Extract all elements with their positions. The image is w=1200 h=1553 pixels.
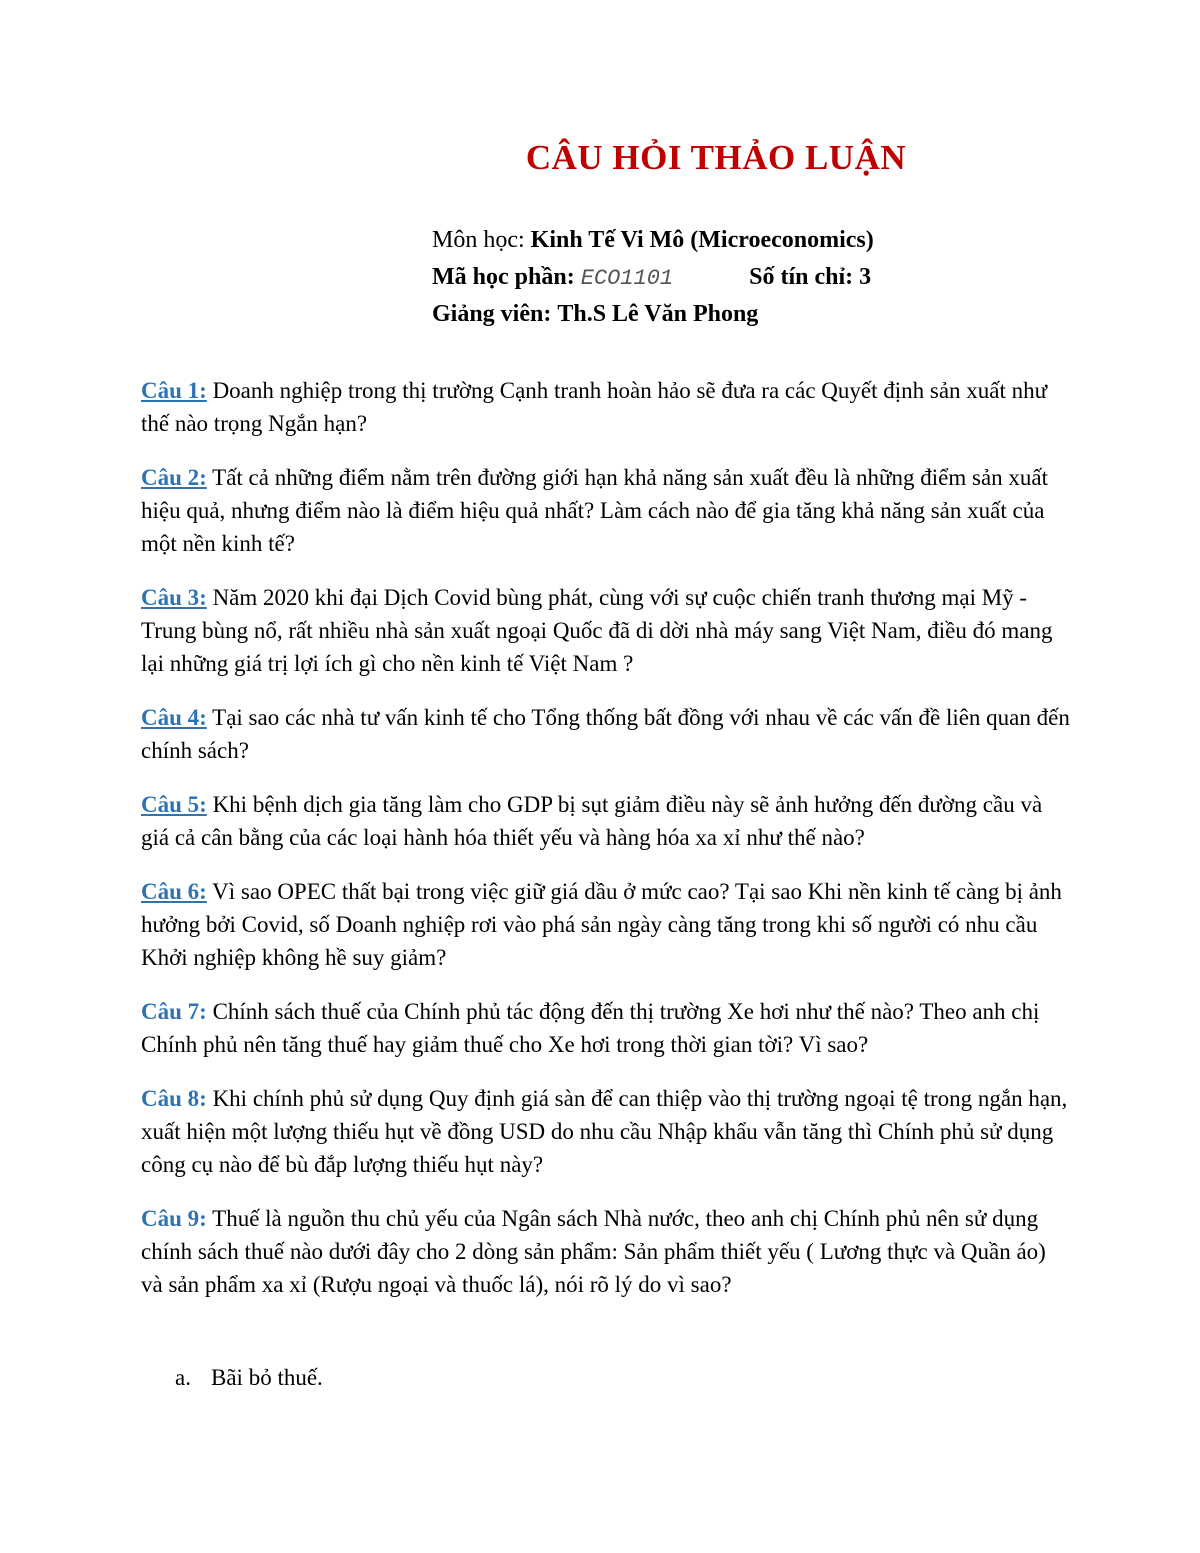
question-6 (141, 875, 1071, 974)
question-1 (141, 374, 1071, 440)
question-label: Câu 9: (141, 1206, 207, 1231)
question-text: Khi chính phủ sử dụng Quy định giá sàn để can thiệp vào thị trường ngoại tệ trong ngắn hạn, xuất hiện một lượng thiếu hụt về đồng USD do nhu cầu Nhập khẩu vẫn tăng thì Chính phủ sử dụng công cụ nào để bù đắp lượng thiếu hụt này? (141, 1086, 1068, 1177)
credits-label: Số tín chỉ: (749, 264, 854, 290)
subject-label: Môn học: (432, 227, 525, 253)
code-line (432, 259, 874, 296)
question-label: Câu 2: (141, 465, 207, 490)
question-list (141, 374, 1071, 1322)
option-text: Bãi bỏ thuế. (211, 1365, 323, 1390)
question-7 (141, 995, 1071, 1061)
question-text: Chính sách thuế của Chính phủ tác động đến thị trường Xe hơi như thế nào? Theo anh chị Chính phủ nên tăng thuế hay giảm thuế cho Xe hơi trong thời gian tời? Vì sao? (141, 999, 1040, 1057)
code-label: Mã học phần: (432, 264, 575, 290)
question-label: Câu 1: (141, 378, 207, 403)
question-text: Thuế là nguồn thu chủ yếu của Ngân sách Nhà nước, theo anh chị Chính phủ nên sử dụng chính sách thuế nào dưới đây cho 2 dòng sản phẩm: Sản phẩm thiết yếu ( Lương thực và Quần áo) và sản phẩm xa xỉ (Rượu ngoại và thuốc lá), nói rõ lý do vì sao? (141, 1206, 1046, 1297)
question-5 (141, 788, 1071, 854)
question-2 (141, 461, 1071, 560)
course-info (432, 222, 874, 333)
lecturer-value: Th.S Lê Văn Phong (557, 301, 759, 327)
question-text: Doanh nghiệp trong thị trường Cạnh tranh hoàn hảo sẽ đưa ra các Quyết định sản xuất như thế nào trọng Ngắn hạn? (141, 378, 1048, 436)
question-label: Câu 8: (141, 1086, 207, 1111)
subject-value: Kinh Tế Vi Mô (Microeconomics) (530, 227, 874, 253)
lecturer-label: Giảng viên: (432, 301, 552, 327)
question-label: Câu 7: (141, 999, 207, 1024)
question-text: Tại sao các nhà tư vấn kinh tế cho Tổng thống bất đồng với nhau về các vấn đề liên quan đến chính sách? (141, 705, 1070, 763)
question-8 (141, 1082, 1071, 1181)
subject-line (432, 222, 874, 259)
option-a (175, 1361, 323, 1394)
question-text: Năm 2020 khi đại Dịch Covid bùng phát, cùng với sự cuộc chiến tranh thương mại Mỹ - Trung bùng nổ, rất nhiều nhà sản xuất ngoại Quốc đã di dời nhà máy sang Việt Nam, điều đó mang lại những giá trị lợi ích gì cho nền kinh tế Việt Nam ? (141, 585, 1053, 676)
page-title: CÂU HỎI THẢO LUẬN (525, 138, 907, 177)
question-4 (141, 701, 1071, 767)
option-label: a. (175, 1365, 191, 1390)
question-text: Tất cả những điểm nằm trên đường giới hạn khả năng sản xuất đều là những điểm sản xuất hiệu quả, nhưng điểm nào là điểm hiệu quả nhất? Làm cách nào để gia tăng khả năng sản xuất của một nền kinh tế? (141, 465, 1049, 556)
question-label: Câu 5: (141, 792, 207, 817)
question-text: Khi bệnh dịch gia tăng làm cho GDP bị sụt giảm điều này sẽ ảnh hưởng đến đường cầu và giá cả cân bằng của các loại hành hóa thiết yếu và hàng hóa xa xỉ như thế nào? (141, 792, 1043, 850)
question-9 (141, 1202, 1071, 1301)
question-label: Câu 3: (141, 585, 207, 610)
question-3 (141, 581, 1071, 680)
code-value: ECO1101 (580, 266, 674, 291)
credits-value: 3 (859, 264, 872, 290)
question-label: Câu 6: (141, 879, 207, 904)
question-label: Câu 4: (141, 705, 207, 730)
lecturer-line (432, 296, 874, 333)
question-text: Vì sao OPEC thất bại trong việc giữ giá dầu ở mức cao? Tại sao Khi nền kinh tế càng bị ảnh hưởng bởi Covid, số Doanh nghiệp rơi vào phá sản ngày càng tăng trong khi số người có nhu cầu Khởi nghiệp không hề suy giảm? (141, 879, 1062, 970)
